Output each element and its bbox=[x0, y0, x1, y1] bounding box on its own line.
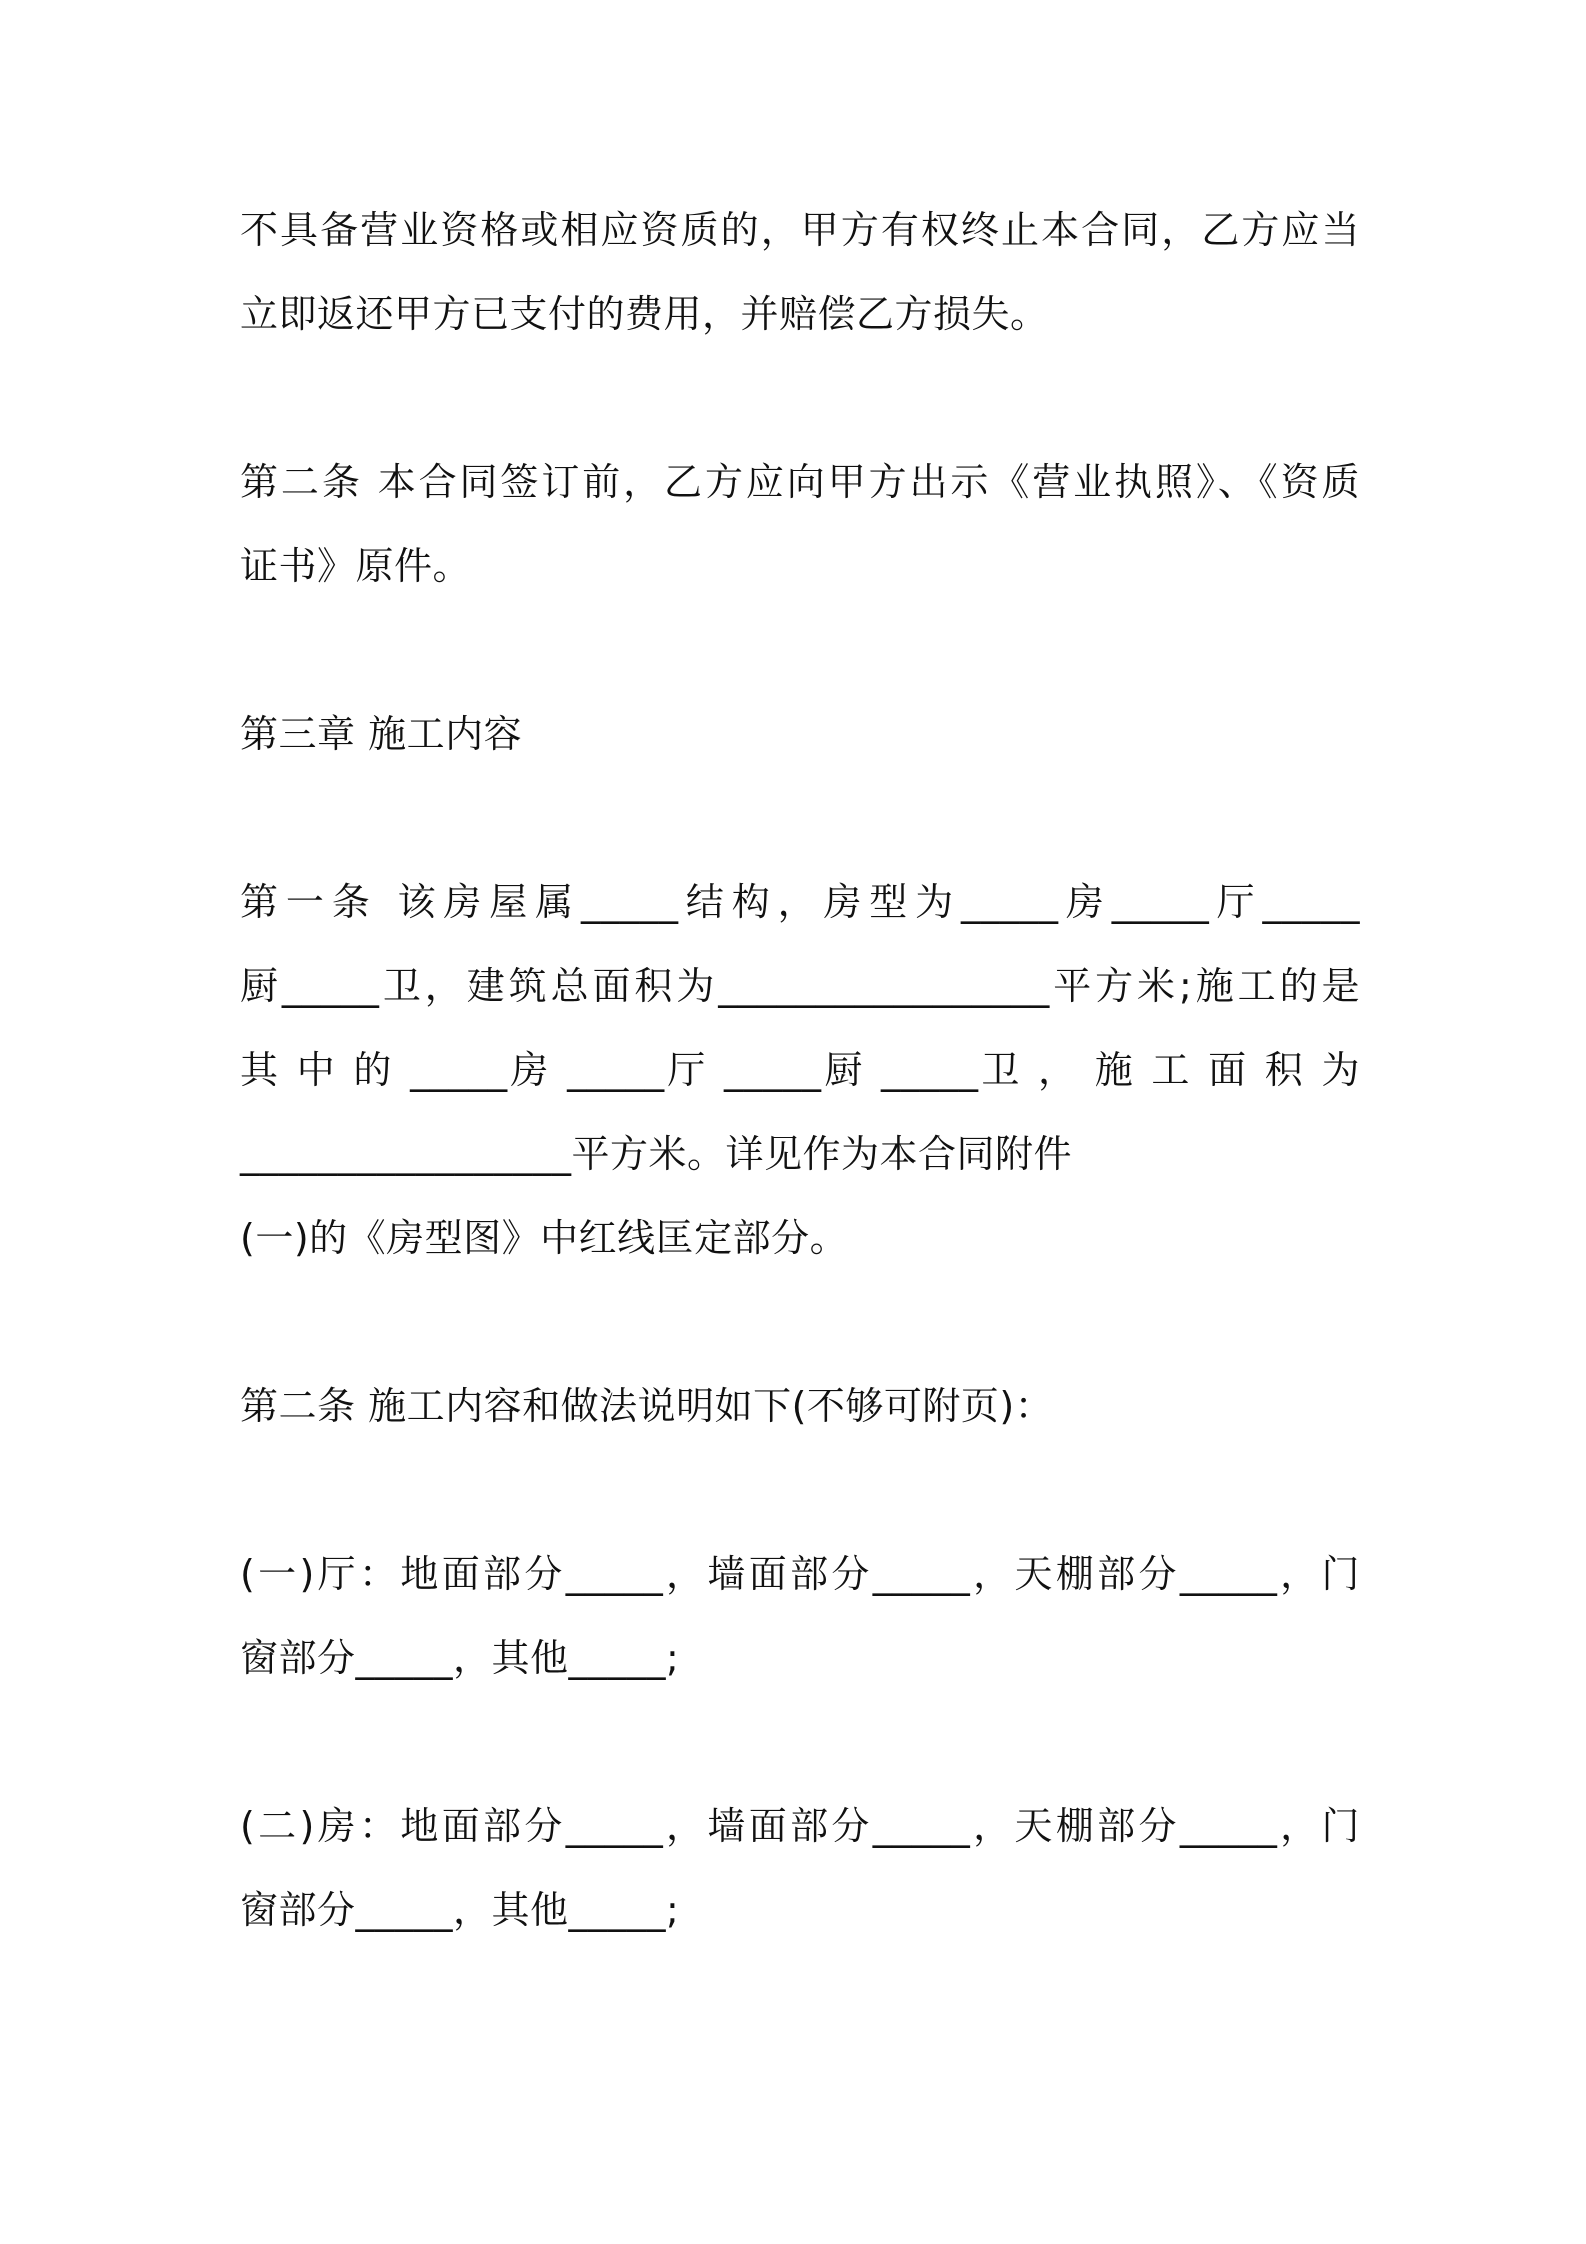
paragraph-line-13: 窗部分_____，其他_____; bbox=[240, 1636, 680, 1680]
paragraph-line-4: 证书》原件。 bbox=[240, 544, 472, 588]
paragraph-line-7: 厨_____卫，建筑总面积为_________________平方米;施工的是 bbox=[240, 964, 1360, 1008]
paragraph-line-9: _________________平方米。详见作为本合同附件 bbox=[240, 1132, 1073, 1176]
chapter-heading: 第三章 施工内容 bbox=[240, 712, 523, 756]
paragraph-line-10: (一)的《房型图》中红线匡定部分。 bbox=[240, 1216, 849, 1260]
paragraph-line-12: (一)厅：地面部分_____，墙面部分_____，天棚部分_____，门 bbox=[240, 1552, 1360, 1596]
paragraph-line-6: 第一条 该房屋属_____结构，房型为_____房_____厅_____ bbox=[240, 880, 1360, 924]
paragraph-line-11: 第二条 施工内容和做法说明如下(不够可附页)： bbox=[240, 1384, 1054, 1428]
paragraph-line-14: (二)房：地面部分_____，墙面部分_____，天棚部分_____，门 bbox=[240, 1804, 1360, 1848]
paragraph-line-8: 其 中 的 _____房 _____厅 _____厨 _____卫 ， 施 工 面 积 为 bbox=[240, 1048, 1360, 1092]
paragraph-line-2: 立即返还甲方已支付的费用，并赔偿乙方损失。 bbox=[240, 292, 1049, 336]
paragraph-line-1: 不具备营业资格或相应资质的，甲方有权终止本合同，乙方应当 bbox=[240, 208, 1360, 252]
paragraph-line-15: 窗部分_____，其他_____; bbox=[240, 1888, 680, 1932]
paragraph-line-3: 第二条 本合同签订前，乙方应向甲方出示《营业执照》、《资质 bbox=[240, 460, 1360, 504]
